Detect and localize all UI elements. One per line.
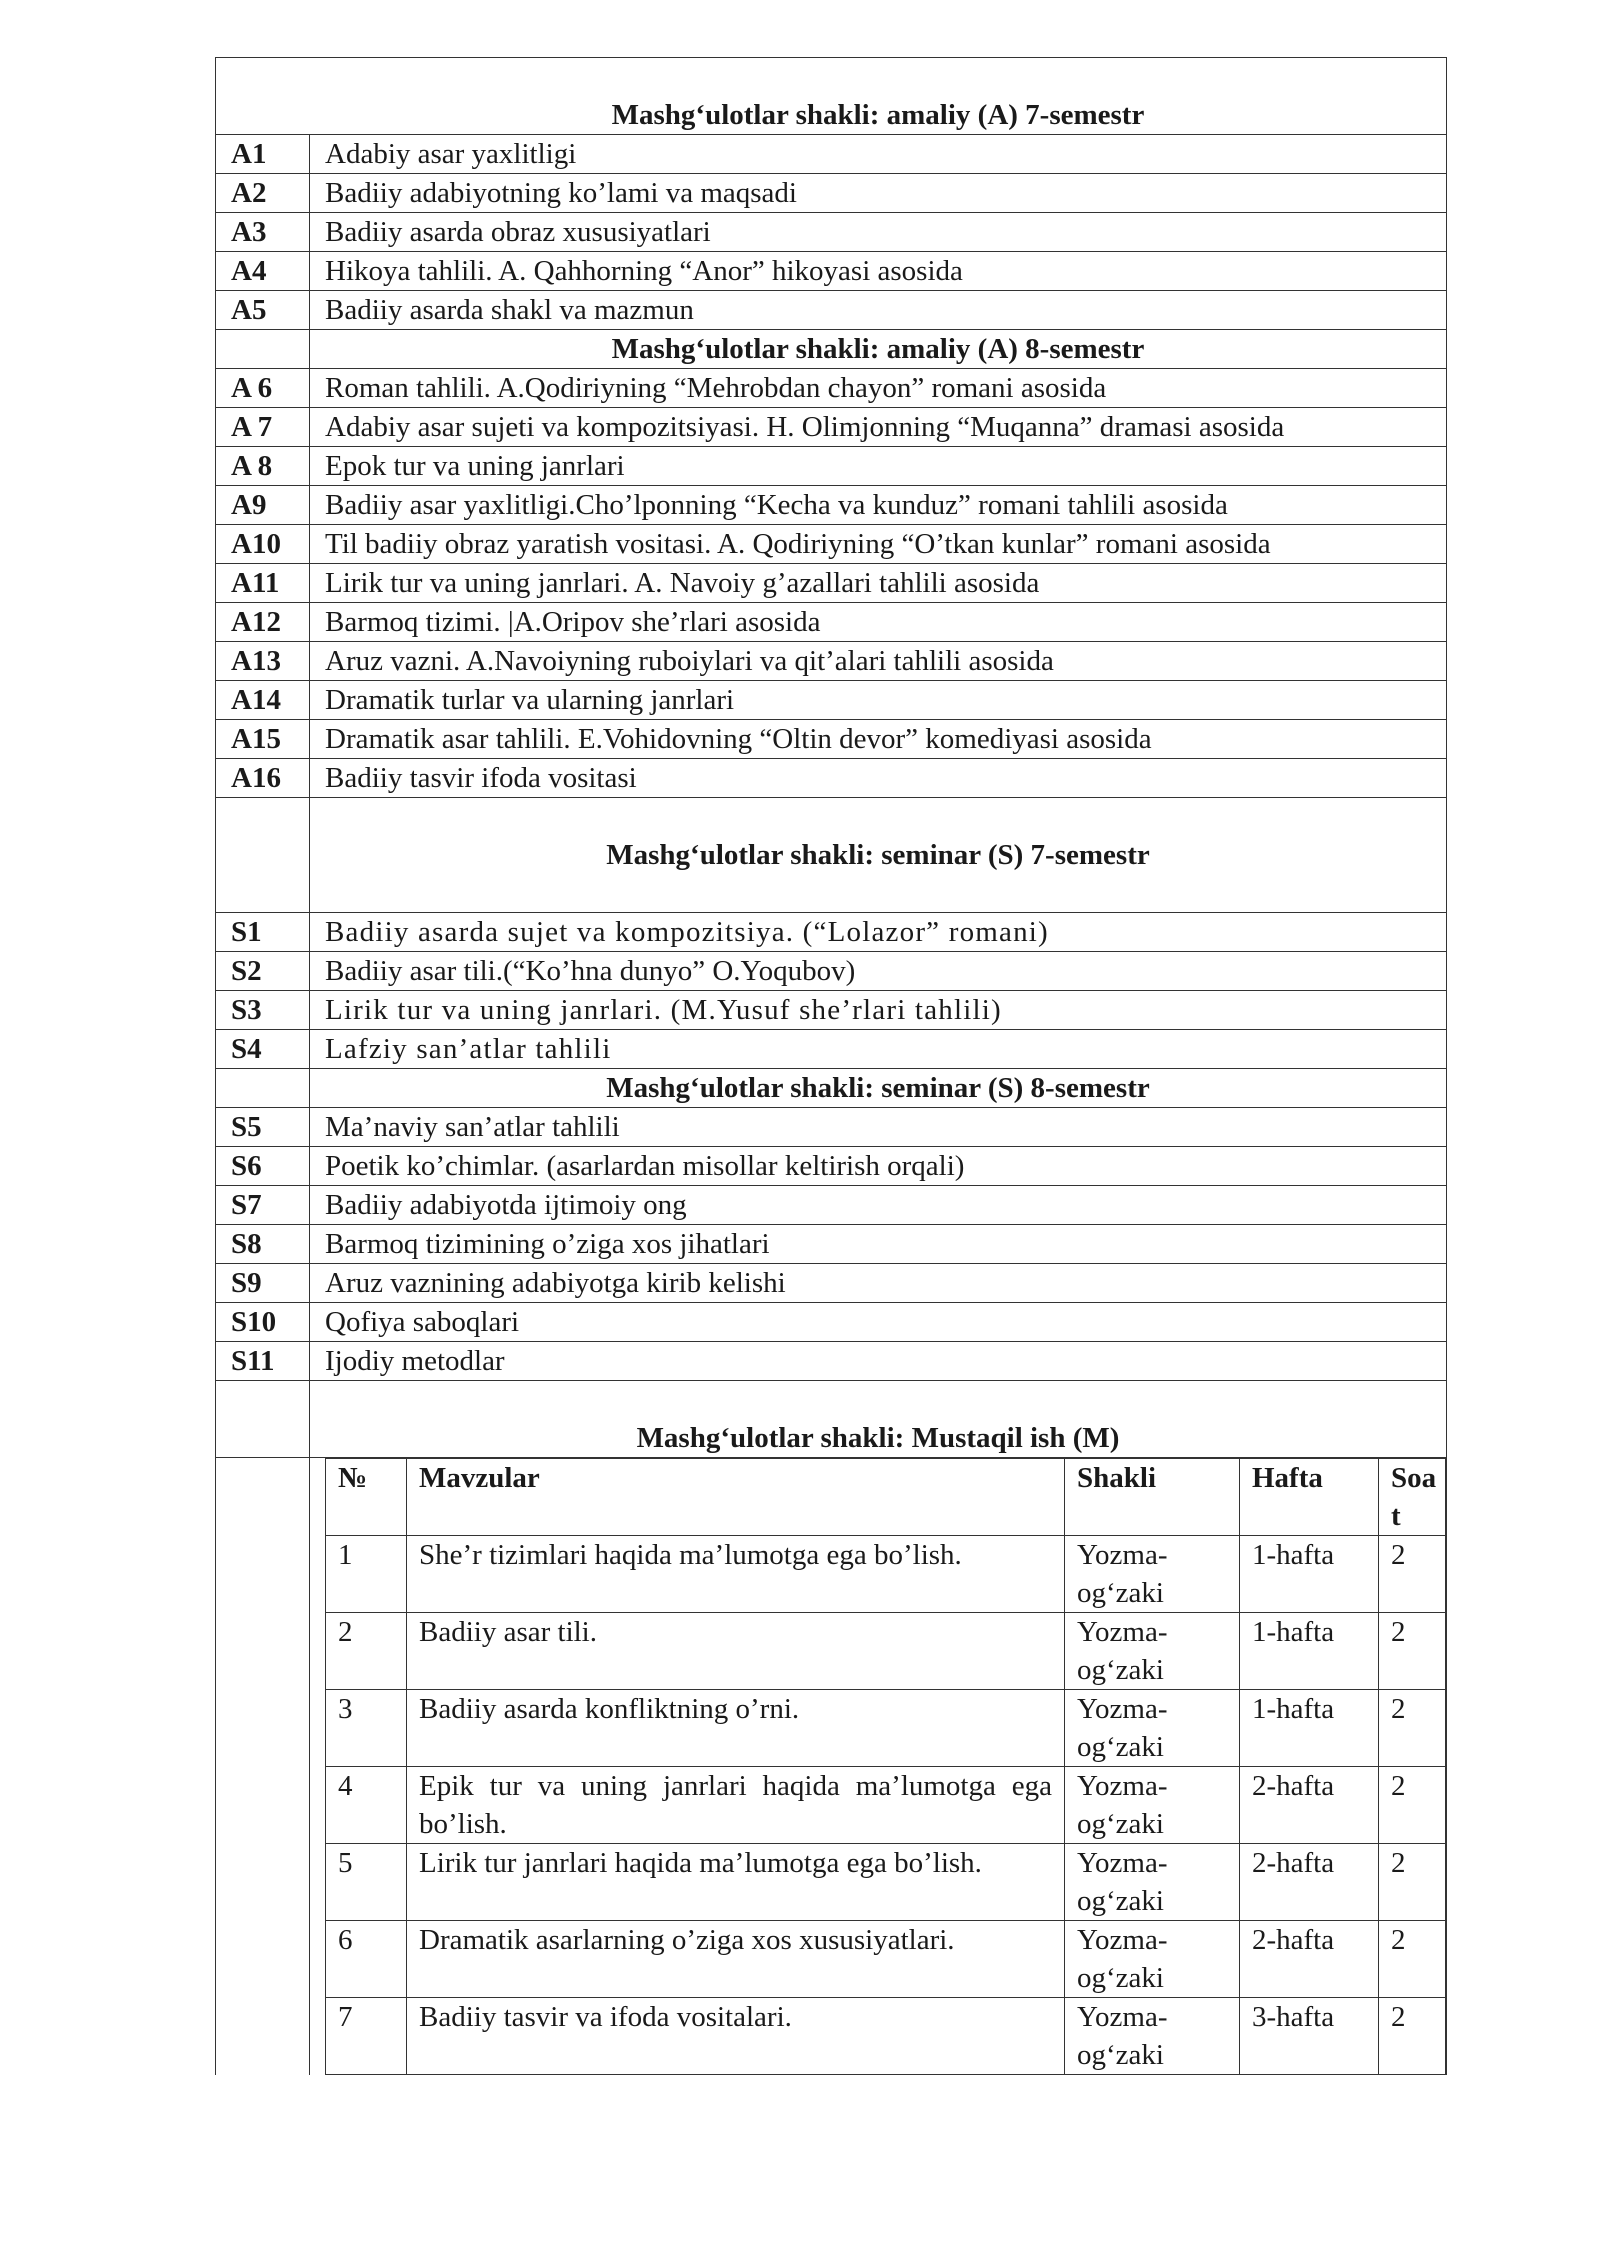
row-week: 1-hafta — [1240, 1536, 1379, 1613]
code-cell-empty — [216, 798, 310, 912]
section-header-mustaqil — [216, 1381, 1446, 1458]
row-form: Yozma-og‘zaki — [1065, 1921, 1240, 1998]
row-form: Yozma-og‘zaki — [1065, 1844, 1240, 1921]
lesson-code: S1 — [216, 913, 310, 951]
table-row — [216, 525, 1446, 564]
lesson-topic: Lirik tur va uning janrlari. (M.Yusuf she’rlari tahlili) — [325, 994, 1002, 1026]
table-row — [216, 447, 1446, 486]
row-form: Yozma-og‘zaki — [1065, 1767, 1240, 1844]
lesson-topic: Badiiy tasvir ifoda vositasi — [325, 762, 637, 794]
lesson-code: A 6 — [216, 369, 310, 407]
lesson-topic: Dramatik turlar va ularning janrlari — [325, 684, 735, 716]
row-num: 6 — [326, 1921, 407, 1998]
lesson-topic: Roman tahlili. A.Qodiriyning “Mehrobdan chayon” romani asosida — [325, 372, 1107, 404]
lesson-code: A11 — [216, 564, 310, 602]
row-hours: 2 — [1379, 1998, 1446, 2075]
lesson-topic: Epok tur va uning janrlari — [325, 450, 625, 482]
lesson-topic: Lirik tur va uning janrlari. A. Navoiy g’azallari tahlili asosida — [325, 567, 1040, 599]
lesson-code: S2 — [216, 952, 310, 990]
table-row — [216, 952, 1446, 991]
row-form: Yozma-og‘zaki — [1065, 1690, 1240, 1767]
table-row — [216, 1186, 1446, 1225]
code-cell-empty — [216, 1069, 310, 1107]
lesson-topic: Badiiy asarda sujet va kompozitsiya. (“Lolazor” romani) — [325, 916, 1049, 948]
lesson-code: S9 — [216, 1264, 310, 1302]
row-form: Yozma-og‘zaki — [1065, 1536, 1240, 1613]
lesson-code: A1 — [216, 135, 310, 173]
row-week: 1-hafta — [1240, 1613, 1379, 1690]
row-num: 5 — [326, 1844, 407, 1921]
lesson-code: S11 — [216, 1342, 310, 1380]
row-form: Yozma-og‘zaki — [1065, 1998, 1240, 2075]
table-row — [216, 252, 1446, 291]
row-hours: 2 — [1379, 1844, 1446, 1921]
code-cell-empty — [216, 1458, 310, 2075]
table-row — [326, 1998, 1446, 2075]
lesson-topic: Badiiy adabiyotning ko’lami va maqsadi — [325, 177, 797, 209]
lesson-code: A4 — [216, 252, 310, 290]
row-form: Yozma-og‘zaki — [1065, 1613, 1240, 1690]
lesson-code: S7 — [216, 1186, 310, 1224]
row-week: 2-hafta — [1240, 1921, 1379, 1998]
mustaqil-block — [216, 1458, 1446, 2075]
lesson-code: A5 — [216, 291, 310, 329]
lesson-topic: Barmoq tizimining o’ziga xos jihatlari — [325, 1228, 770, 1260]
code-cell-empty — [216, 1381, 310, 1457]
row-topic: Lirik tur janrlari haqida ma’lumotga ega bo’lish. — [407, 1844, 1065, 1921]
table-row — [216, 1147, 1446, 1186]
lesson-code: S3 — [216, 991, 310, 1029]
lesson-topic: Barmoq tizimi. |A.Oripov she’rlari asosida — [325, 606, 821, 638]
table-row — [216, 991, 1446, 1030]
row-num: 4 — [326, 1767, 407, 1844]
row-num: 1 — [326, 1536, 407, 1613]
lesson-topic: Badiiy asarda shakl va mazmun — [325, 294, 694, 326]
table-row — [326, 1921, 1446, 1998]
row-week: 1-hafta — [1240, 1690, 1379, 1767]
table-row — [216, 135, 1446, 174]
lesson-topic: Badiiy asar tili.(“Ko’hna dunyo” O.Yoqubov) — [325, 955, 856, 987]
code-cell-empty — [216, 330, 310, 368]
lesson-code: A9 — [216, 486, 310, 524]
row-week: 3-hafta — [1240, 1998, 1379, 2075]
mustaqil-table-wrap — [310, 1458, 1446, 2075]
row-hours: 2 — [1379, 1613, 1446, 1690]
row-topic: Badiiy tasvir va ifoda vositalari. — [407, 1998, 1065, 2075]
code-cell-empty — [216, 58, 310, 134]
lesson-code: A15 — [216, 720, 310, 758]
col-header-num: № — [326, 1459, 407, 1536]
lesson-code: S10 — [216, 1303, 310, 1341]
lesson-topic: Ijodiy metodlar — [325, 1345, 505, 1377]
col-header-topics: Mavzular — [407, 1459, 1065, 1536]
table-row — [216, 720, 1446, 759]
table-row — [326, 1613, 1446, 1690]
lesson-code: A10 — [216, 525, 310, 563]
lesson-topic: Hikoya tahlili. A. Qahhorning “Anor” hikoyasi asosida — [325, 255, 963, 287]
table-row — [216, 564, 1446, 603]
mustaqil-table — [325, 1458, 1446, 2075]
table-row — [326, 1844, 1446, 1921]
table-row — [216, 174, 1446, 213]
lesson-topic: Badiiy asarda obraz xususiyatlari — [325, 216, 711, 248]
lesson-code: A3 — [216, 213, 310, 251]
lesson-code: S8 — [216, 1225, 310, 1263]
table-row — [326, 1690, 1446, 1767]
lesson-topic: Aruz vazni. A.Navoiyning ruboiylari va qit’alari tahlili asosida — [325, 645, 1054, 677]
table-row — [216, 603, 1446, 642]
section-header-seminar-8 — [216, 1069, 1446, 1108]
section-title: Mashg‘ulotlar shakli: seminar (S) 7-semestr — [606, 839, 1150, 871]
lesson-topic: Adabiy asar sujeti va kompozitsiyasi. H. Olimjonning “Muqanna” dramasi asosida — [325, 411, 1285, 443]
section-title: Mashg‘ulotlar shakli: seminar (S) 8-semestr — [606, 1072, 1150, 1104]
table-row — [216, 1108, 1446, 1147]
row-topic: Epik tur va uning janrlari haqida ma’lumotga ega bo’lish. — [407, 1767, 1065, 1844]
lesson-code: S4 — [216, 1030, 310, 1068]
table-row — [216, 369, 1446, 408]
lesson-code: A2 — [216, 174, 310, 212]
row-topic: Badiiy asar tili. — [407, 1613, 1065, 1690]
section-title: Mashg‘ulotlar shakli: amaliy (A) 8-semestr — [611, 333, 1145, 365]
row-hours: 2 — [1379, 1921, 1446, 1998]
row-num: 3 — [326, 1690, 407, 1767]
row-week: 2-hafta — [1240, 1767, 1379, 1844]
section-header-amaliy-8 — [216, 330, 1446, 369]
lesson-code: A 7 — [216, 408, 310, 446]
table-row — [216, 291, 1446, 330]
lesson-code: A16 — [216, 759, 310, 797]
table-row — [216, 408, 1446, 447]
lesson-topic: Lafziy san’atlar tahlili — [325, 1033, 612, 1065]
lesson-topic: Aruz vaznining adabiyotga kirib kelishi — [325, 1267, 786, 1299]
table-row — [216, 1264, 1446, 1303]
lesson-topic: Ma’naviy san’atlar tahlili — [325, 1111, 620, 1143]
lesson-topic: Adabiy asar yaxlitligi — [325, 138, 577, 170]
col-header-form: Shakli — [1065, 1459, 1240, 1536]
row-hours: 2 — [1379, 1536, 1446, 1613]
table-row — [326, 1536, 1446, 1613]
curriculum-table — [215, 57, 1447, 2075]
lesson-code: A 8 — [216, 447, 310, 485]
table-row — [216, 913, 1446, 952]
lesson-topic: Poetik ko’chimlar. (asarlardan misollar keltirish orqali) — [325, 1150, 965, 1182]
table-row — [216, 681, 1446, 720]
row-topic: She’r tizimlari haqida ma’lumotga ega bo’lish. — [407, 1536, 1065, 1613]
section-header-seminar-7 — [216, 798, 1446, 913]
row-topic: Badiiy asarda konfliktning o’rni. — [407, 1690, 1065, 1767]
lesson-topic: Dramatik asar tahlili. E.Vohidovning “Oltin devor” komediyasi asosida — [325, 723, 1152, 755]
lesson-topic: Badiiy adabiyotda ijtimoiy ong — [325, 1189, 687, 1221]
row-week: 2-hafta — [1240, 1844, 1379, 1921]
lesson-code: A12 — [216, 603, 310, 641]
col-header-hours: Soat — [1379, 1459, 1446, 1536]
lesson-topic: Badiiy asar yaxlitligi.Cho’lponning “Kecha va kunduz” romani tahlili asosida — [325, 489, 1228, 521]
table-row — [216, 486, 1446, 525]
lesson-code: S5 — [216, 1108, 310, 1146]
section-title: Mashg‘ulotlar shakli: Mustaqil ish (M) — [636, 1422, 1120, 1454]
table-header-row — [326, 1459, 1446, 1536]
table-row — [216, 1342, 1446, 1381]
lesson-code: S6 — [216, 1147, 310, 1185]
table-row — [216, 1303, 1446, 1342]
section-header-amaliy-7 — [216, 58, 1446, 135]
lesson-code: A14 — [216, 681, 310, 719]
table-row — [216, 213, 1446, 252]
row-num: 7 — [326, 1998, 407, 2075]
table-row — [326, 1767, 1446, 1844]
table-row — [216, 759, 1446, 798]
row-hours: 2 — [1379, 1690, 1446, 1767]
table-row — [216, 1030, 1446, 1069]
row-topic: Dramatik asarlarning o’ziga xos xususiyatlari. — [407, 1921, 1065, 1998]
lesson-topic: Til badiiy obraz yaratish vositasi. A. Qodiriyning “O’tkan kunlar” romani asosida — [325, 528, 1271, 560]
lesson-topic: Qofiya saboqlari — [325, 1306, 520, 1338]
row-num: 2 — [326, 1613, 407, 1690]
row-hours: 2 — [1379, 1767, 1446, 1844]
table-row — [216, 642, 1446, 681]
col-header-week: Hafta — [1240, 1459, 1379, 1536]
table-row — [216, 1225, 1446, 1264]
section-title: Mashg‘ulotlar shakli: amaliy (A) 7-semestr — [611, 99, 1145, 131]
lesson-code: A13 — [216, 642, 310, 680]
